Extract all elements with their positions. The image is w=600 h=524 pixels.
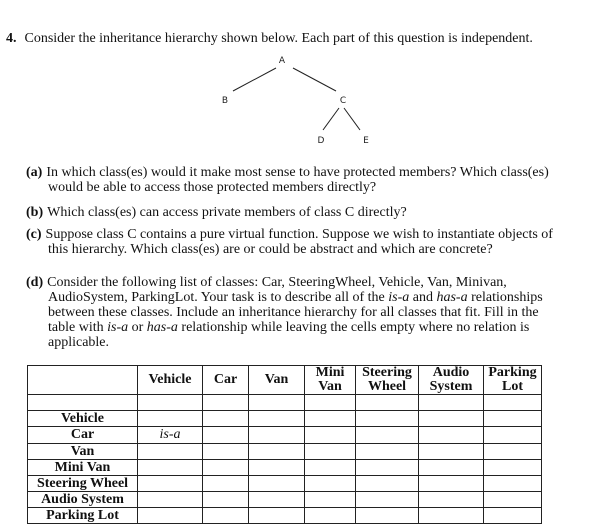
table-row bbox=[28, 460, 542, 476]
table-row bbox=[28, 476, 542, 492]
part-d-line-5: applicable. bbox=[48, 335, 110, 350]
inheritance-tree-diagram bbox=[0, 0, 600, 160]
row-header-car: Car bbox=[28, 427, 138, 444]
table-row bbox=[28, 492, 542, 508]
part-a bbox=[26, 165, 549, 195]
table-row bbox=[28, 508, 542, 524]
col-header-parking-lot: Parking Lot bbox=[484, 366, 542, 395]
part-d-line-3: between these classes. Include an inheritance hierarchy for all classes that fit. Fill in the bbox=[48, 305, 539, 320]
part-d-line-4c: relationship while leaving the cells empty where no relation is bbox=[177, 320, 530, 335]
part-a-line-1: In which class(es) would it make most sense to have protected members? Which class(es) bbox=[46, 165, 549, 180]
table-spacer-row bbox=[28, 395, 542, 411]
part-d-tag: (d) bbox=[26, 275, 44, 290]
part-d-line-2a: AudioSystem, ParkingLot. Your task is to describe all of the bbox=[48, 290, 389, 305]
col-header-audio-system: Audio System bbox=[419, 366, 484, 395]
row-header-mini-van: Mini Van bbox=[28, 460, 138, 476]
question-number: 4. bbox=[6, 31, 17, 46]
node-b: B bbox=[221, 96, 229, 106]
part-a-tag: (a) bbox=[26, 165, 43, 180]
edge-c-e bbox=[344, 108, 360, 130]
col-header-mini-van: Mini Van bbox=[305, 366, 356, 395]
part-d-has-a-2: has-a bbox=[146, 320, 178, 335]
part-d bbox=[26, 275, 586, 350]
col-header-van: Van bbox=[249, 366, 305, 395]
edge-c-d bbox=[323, 108, 339, 130]
row-header-steering-wheel: Steering Wheel bbox=[28, 476, 138, 492]
part-b bbox=[26, 205, 407, 220]
part-d-line-2b: and bbox=[409, 290, 437, 305]
part-c-line-2: this hierarchy. Which class(es) are or could be abstract and which are concrete? bbox=[48, 242, 493, 257]
part-c-line-1: Suppose class C contains a pure virtual function. Suppose we wish to instantiate objects of bbox=[45, 227, 553, 242]
part-d-is-a-2: is-a bbox=[107, 320, 129, 335]
cell-car-vehicle[interactable]: is-a bbox=[138, 427, 203, 444]
part-b-tag: (b) bbox=[26, 205, 44, 220]
col-header-vehicle: Vehicle bbox=[138, 366, 203, 395]
edge-a-b bbox=[233, 68, 276, 91]
part-d-line-4a: table with bbox=[48, 320, 108, 335]
part-d-line-4b: or bbox=[128, 320, 147, 335]
row-header-van: Van bbox=[28, 444, 138, 460]
row-header-audio-system: Audio System bbox=[28, 492, 138, 508]
node-d: D bbox=[317, 136, 325, 146]
edge-a-c bbox=[293, 68, 336, 91]
part-d-line-1: Consider the following list of classes: Car, SteeringWheel, Vehicle, Van, Minivan, bbox=[47, 275, 507, 290]
node-c: C bbox=[339, 96, 347, 106]
header-corner bbox=[28, 366, 138, 395]
table-row bbox=[28, 427, 542, 444]
col-header-car: Car bbox=[203, 366, 249, 395]
row-header-vehicle: Vehicle bbox=[28, 411, 138, 427]
part-d-line-2c: relationships bbox=[467, 290, 543, 305]
part-c bbox=[26, 227, 553, 257]
node-a: A bbox=[278, 56, 286, 66]
table-row bbox=[28, 411, 542, 427]
table-header-row bbox=[28, 366, 542, 395]
col-header-steering-wheel: Steering Wheel bbox=[356, 366, 419, 395]
row-header-parking-lot: Parking Lot bbox=[28, 508, 138, 524]
table-row bbox=[28, 444, 542, 460]
part-d-is-a-1: is-a bbox=[388, 290, 410, 305]
part-b-line-1: Which class(es) can access private members of class C directly? bbox=[47, 205, 407, 220]
part-c-tag: (c) bbox=[26, 227, 42, 242]
relationship-table bbox=[27, 365, 542, 524]
part-d-has-a-1: has-a bbox=[436, 290, 468, 305]
question-text: Consider the inheritance hierarchy shown below. Each part of this question is independent. bbox=[24, 31, 533, 46]
part-a-line-2: would be able to access those protected members directly? bbox=[48, 180, 377, 195]
node-e: E bbox=[363, 136, 369, 146]
